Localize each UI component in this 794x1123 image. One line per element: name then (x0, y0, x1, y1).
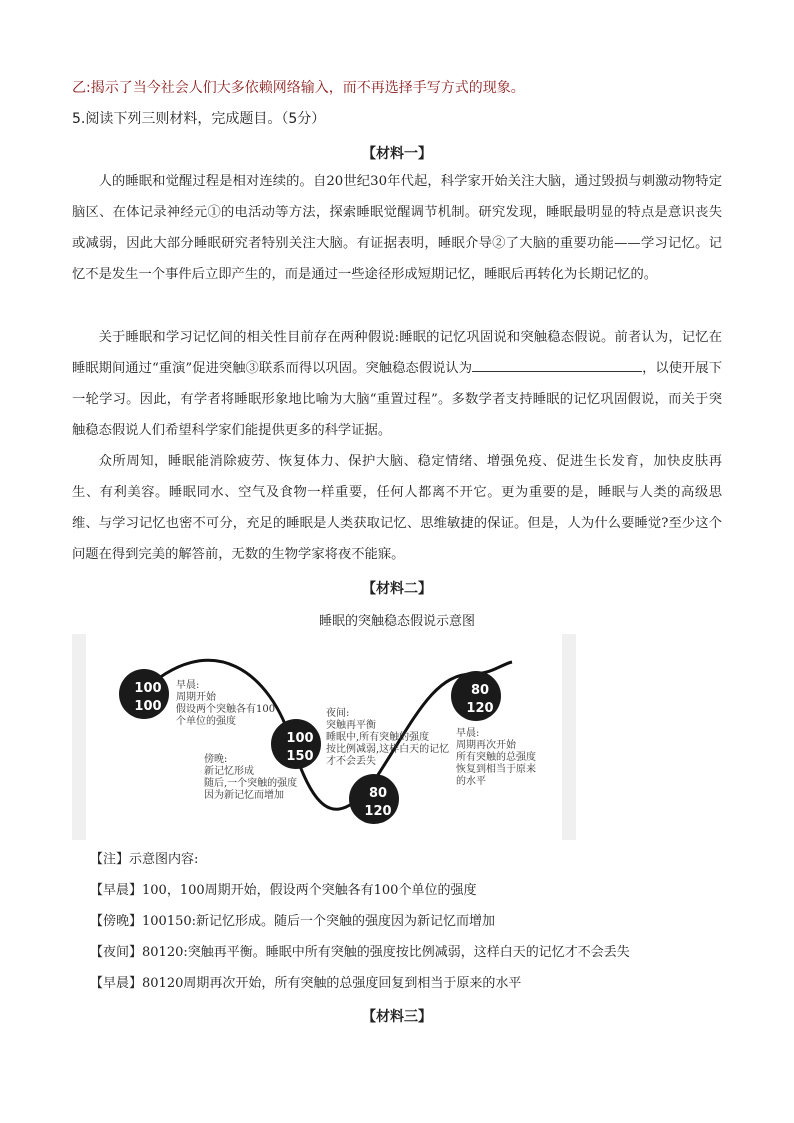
svg-text:假设两个突触各有100: 假设两个突触各有100 (176, 704, 276, 715)
synapse-diagram-svg (72, 634, 576, 840)
node2-top: 100 (286, 731, 314, 746)
material3-heading: 【材料三】 (362, 1009, 432, 1025)
note-title: 【注】示意图内容: (90, 852, 199, 867)
svg-text:个单位的强度: 个单位的强度 (176, 716, 236, 727)
node4-bottom: 120 (466, 701, 494, 716)
svg-text:所有突触的总强度: 所有突触的总强度 (456, 752, 536, 763)
svg-text:傍晚:: 傍晚: (204, 754, 228, 765)
note-morning: 【早晨】100，100周期开始，假设两个突触各有100个单位的强度 (90, 883, 477, 898)
fill-in-blank[interactable] (472, 357, 642, 372)
material1-paragraph-1: 人的睡眠和觉醒过程是相对连续的。自20世纪30年代起，科学家开始关注大脑，通过毁损与刺激动物特定脑区、在体记录神经元①的电活动等方法，探索睡眠觉醒调节机制。研究发现，睡眠最明显的特点是意识丧失或减弱，因此大部分睡眠研究者特别关注大脑。有证据表明，睡眠介导②了大脑的重要功能——学习记忆。记忆不是发生一个事件后立即产生的，而是通过一些途径形成短期记忆，睡眠后再转化为长期记忆的。 (72, 174, 722, 282)
svg-text:按比例减弱,这样白天的记忆: 按比例减弱,这样白天的记忆 (326, 744, 450, 755)
figure-title: 睡眠的突触稳态假说示意图 (318, 614, 475, 629)
svg-text:周期再次开始: 周期再次开始 (456, 740, 516, 751)
material1-paragraph-3: 众所周知，睡眠能消除疲劳、恢复体力、保护大脑、稳定情绪、增强免疫、促进生长发育，加快皮肤再生、有利美容。睡眠同水、空气及食物一样重要，任何人都离不开它。更为重要的是，睡眠与人类的高级思维、与学习记忆也密不可分，充足的睡眠是人类获取记忆、思维敏捷的保证。但是，人为什么要睡觉?至少这个问题在得到完美的解答前，无数的生物学家将夜不能寐。 (72, 454, 722, 562)
material2-heading: 【材料二】 (362, 581, 432, 597)
svg-text:才不会丢失: 才不会丢失 (326, 756, 376, 767)
svg-text:突触再平衡: 突触再平衡 (326, 720, 376, 731)
svg-text:早晨:: 早晨: (176, 680, 200, 691)
node1-bottom: 100 (134, 699, 162, 714)
svg-text:周期开始: 周期开始 (176, 692, 216, 703)
node1-top: 100 (134, 681, 162, 696)
svg-text:因为新记忆而增加: 因为新记忆而增加 (204, 790, 284, 801)
node-night (349, 774, 399, 824)
synapse-diagram (72, 634, 576, 840)
note-morning-2: 【早晨】80120周期再次开始，所有突触的总强度回复到相当于原来的水平 (90, 976, 522, 991)
node2-bottom: 150 (286, 749, 314, 764)
note-night: 【夜间】80120:突触再平衡。睡眠中所有突触的强度按比例减弱，这样白天的记忆才不会丢失 (90, 945, 630, 960)
node4-top: 80 (470, 683, 490, 698)
svg-text:早晨:: 早晨: (456, 728, 480, 739)
node3-top: 80 (368, 786, 388, 801)
svg-text:恢复到相当于原来: 恢复到相当于原来 (456, 764, 536, 775)
paragraph-2-part2: ，以使开展下一轮学习。因此，有学者将睡眠形象地比喻为大脑“重置过程”。多数学者支持睡眠的记忆巩固假说，而关于突触稳态假说人们希望科学家们能提供更多的科学证据。 (72, 361, 722, 438)
node-evening (271, 719, 321, 769)
svg-text:的水平: 的水平 (456, 776, 486, 787)
svg-text:夜间:: 夜间: (326, 708, 350, 719)
paragraph-2-part1: 关于睡眠和学习记忆间的相关性目前存在两种假说:睡眠的记忆巩固说和突触稳态假说。前者认为，记忆在睡眠期间通过“重演”促进突触③联系而得以巩固。突触稳态假说认为 (72, 330, 722, 376)
svg-text:睡眠中,所有突触的强度: 睡眠中,所有突触的强度 (326, 732, 430, 743)
material1-paragraph-2 (72, 322, 722, 446)
node3-bottom: 120 (364, 804, 392, 819)
question-prompt: 5.阅读下列三则材料，完成题目。（5分） (72, 111, 326, 127)
node-morning-1 (119, 669, 169, 719)
material1-heading: 【材料一】 (362, 146, 432, 162)
note-evening: 【傍晚】100150:新记忆形成。随后一个突触的强度因为新记忆而增加 (90, 914, 496, 929)
diagram-background (86, 634, 562, 840)
svg-text:新记忆形成: 新记忆形成 (204, 766, 254, 777)
node-morning-2 (451, 671, 501, 721)
intro-answer: 乙:揭示了当今社会人们大多依赖网络输入，而不再选择手写方式的现象。 (72, 80, 525, 96)
svg-text:随后,一个突触的强度: 随后,一个突触的强度 (204, 778, 298, 789)
